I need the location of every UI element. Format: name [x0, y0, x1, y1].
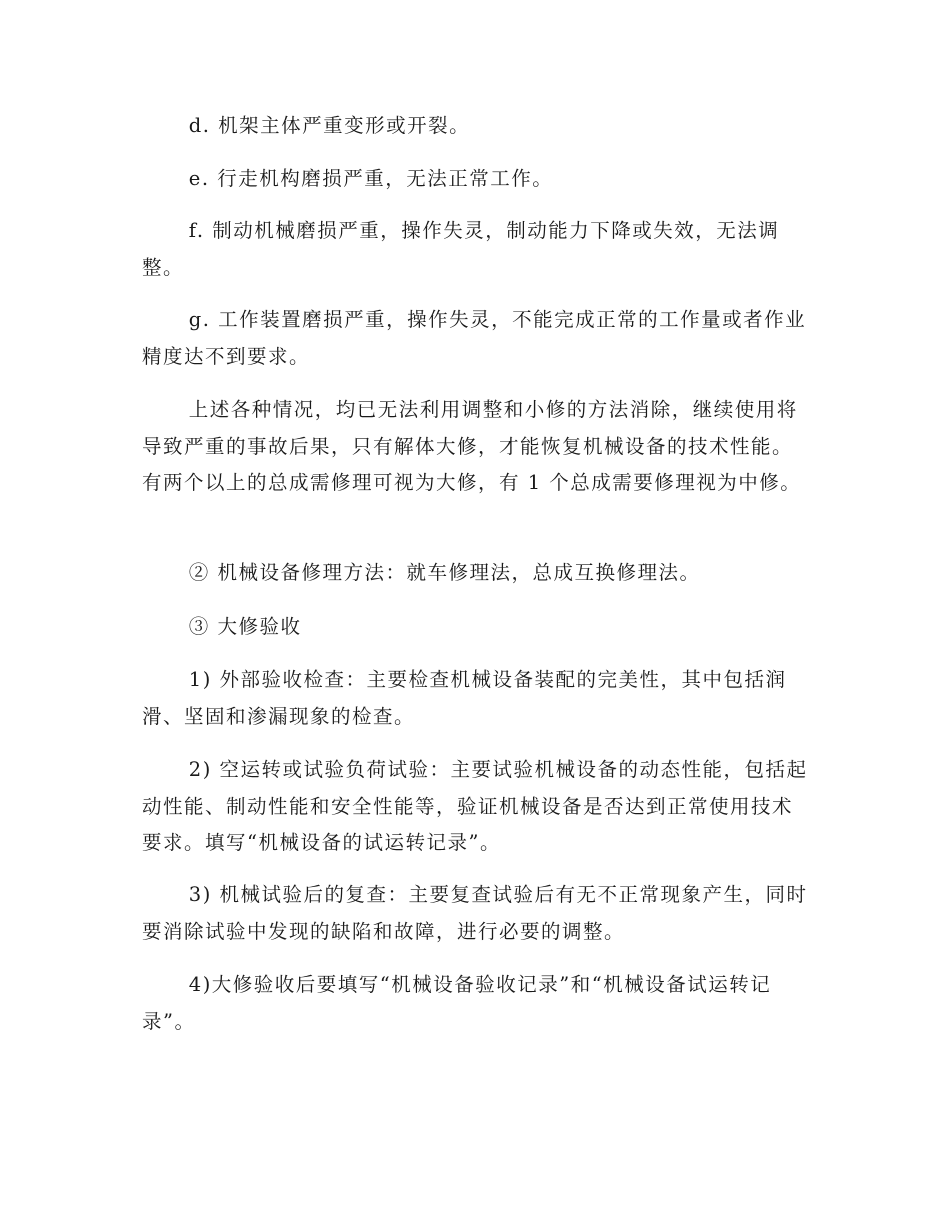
acceptance-step-3: 3) 机械试验后的复查：主要复查试验后有无不正常现象产生，同时要消除试验中发现的缺陷和故障，进行必要的调整。 — [142, 883, 808, 943]
acceptance-step-2: 2) 空运转或试验负荷试验：主要试验机械设备的动态性能，包括起动性能、制动性能和安全性能等，验证机械设备是否达到正常使用技术要求。填写“机械设备的试运转记录”。 — [142, 758, 808, 854]
item-d-frame-deformation: d. 机架主体严重变形或开裂。 — [188, 114, 471, 137]
repair-methods-heading: ② 机械设备修理方法：就车修理法，总成互换修理法。 — [188, 561, 701, 584]
acceptance-step-4: 4)大修验收后要填写“机械设备验收记录”和“机械设备试运转记录”。 — [142, 973, 772, 1033]
acceptance-step-1: 1) 外部验收检查：主要检查机械设备装配的完美性，其中包括润滑、坚固和渗漏现象的检查。 — [142, 668, 787, 728]
item-g-working-device-wear: g. 工作装置磨损严重，操作失灵，不能完成正常的工作量或者作业精度达不到要求。 — [142, 308, 807, 368]
item-f-brake-wear: f. 制动机械磨损严重，操作失灵，制动能力下降或失效，无法调整。 — [142, 219, 780, 279]
item-e-travel-mechanism-wear: e. 行走机构磨损严重，无法正常工作。 — [188, 167, 554, 190]
overhaul-summary-paragraph: 上述各种情况，均已无法利用调整和小修的方法消除，继续使用将导致严重的事故后果，只有解体大修，才能恢复机械设备的技术性能。有两个以上的总成需修理可视为大修，有 1 个总成需要修理视为中修。 — [142, 398, 802, 494]
overhaul-acceptance-heading: ③ 大修验收 — [188, 615, 302, 638]
